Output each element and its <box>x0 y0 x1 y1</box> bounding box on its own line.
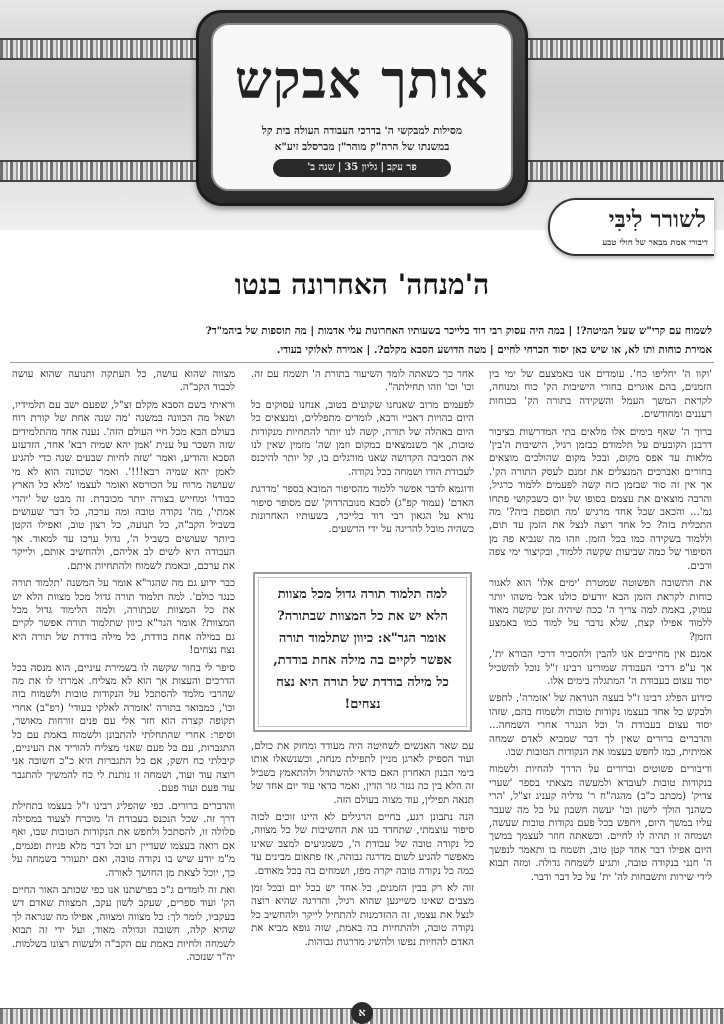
section-subtitle: דיבורי אמת מבאר של חולי טבע <box>602 238 708 248</box>
column-left <box>12 368 235 1006</box>
paragraph: ודוגמא לדבר אפשר ללמוד מהסיפור המובא בספר 'מדרגת האדם' (עמוד קפ"ג) לסבא מנובהרדוק' שם מסופר סיפור נורא על הגאון רבי דוד בלייכר, בשעותיו האחרונות כשהיה מובל להריגה על ידי הרשעים. <box>251 484 474 536</box>
paragraph: ואת זה לומדים ג"כ בפרשתנו אנו כפי שכותב האור החיים הק' ועוד ספרים, שעקב לשון עקב, המצוות שאדם דש בעקביו, לומר לך: כל מצווה ומצווה, אפילו מה שנראה לך שהיא קלה, חשובה וגדולה מאוד, ועל ידי זה תבוא לשמחה ולחיות באמת עם הקב"ה ולעשות רצונו בשלמות. יה"ר שנזכה. <box>12 885 235 964</box>
article-intro <box>12 322 712 360</box>
paragraph: וראיתי בשם הסבא מקלם זצ"ל, שפעם ישב עם תלמידיו, ושאל מה הכוונה במשנה 'מה שנה אחת של קורת רוח בעולם הבא מכל חיי העולם הזה'. נענה אחד מהתלמידים שזה השכר על ענית 'אמן יהא שמיה רבא' אחד, הזדעזע הסבא והודיע, ואמר 'שזה לחיות שבעים שנה כדי להגיע לאמן יהא שמיה רבא!!!'. ואמר שכוונה הוא לא מי שעושה מרוח על הכורסא ואומר לעצמו 'מלא כל הארץ כבודו' ומחייש בצורה יותר מכובדת. זה מבט של 'יהדי אמתי', מה' נקודה טובה ומה ערכה, כל דבר שעושים בשביל הקב"ה, כל תנועה, כל רצון טוב, ואפילו הקטן ביותר שעושים בשביל ה', גדול ערכו עד למאוד. אך העבודה היא לשים לב אליהם, ולהחשיב אותם, ולייקר את ערכם, ובאמת לשמוח ולהתחיות איתם. <box>12 399 235 572</box>
paragraph: ברוך ה' שאף בימים אלו מלאים בתי המדרשות בציבור דרבנן הקובעים על תלמודם כבזמן רגיל, הישיבות ה'בין' מלאות עד אפס מקום, ובכל מקום שהולכים מוצאים בחורים ואברכים המנצלים את זמנם לעסק התורה הק'. אך אין זה סוד שבזמן כזה קשה לפעמים ללמוד כרגיל, והרבה מוצאים את עצמם בסופו של יום כשבקושי פתחו גמ'... והכאב שכל אחד מרגיש 'מה תוספת ביה?' מה התכלית בזה? כל אחד רוצה לנצל את הזמן עד תום, וללמוד בשקידה כמו בכל הזמן. וזהו מה שנביא פה מן הסיפור של כמה שביעות שקשה ללמוד, ובקיצור ימי צפה ורבים. <box>489 426 712 572</box>
pull-quote: למה תלמוד תורה גדול מכל מצוות הלא יש את כל המצוות שבתורה? אומר הגר"א: כיוון שתלמוד תורה אפשר לקיים בה מילה אחת בודדת, כל מילה בודדת של תורה היא נצח נצחים! <box>273 587 452 712</box>
paragraph: אמנם אין מחייבים אנו להבין ולהסביר דרכי הבורא ית', אך ע"פ דרכי העבודה שמורינו רבינו ז"ל נוכל להשכיל יסוד עצום בעבודת ה' המתגלה בימים אלו. <box>489 649 712 687</box>
masthead <box>196 10 528 206</box>
paragraph: ודיבורים פשוטים וברורים על הדרך להחיות ולשמוח בנקודות טובות לעובדא ולמעשה מצאתי בספר 'שערי צדיק' (מכתב כ"ב) מהגה"ח ר' גדליה קעניג זצ"ל, 'הרי כשהנך הולך לישון וכו' יעשה חשבון על כל מה שעבר עליו במשך היום, ויחפש בכל פעם נקודות טובות שעשה, ושמחה זו תהיה לו לחיים. וכשאתה חוזר לעצמך במשך היום אפילו דבר אחד קטן טוב, תשמח בו ותאמר לנפשך ה' חנני בנקודה טובה, ותגיע לשמחה גדולה. ומזה תבוא לידי שירות ותשבחות לה' ית' על כל דבר ודבר. <box>489 764 712 883</box>
publication-title: אותך אבקש <box>234 50 490 111</box>
column-middle-upper <box>251 368 474 566</box>
paragraph: 'וקוו ה' יחליפו כח'. עומדים אנו באמצעם של ימי בין הזמנים, בהם אוגרים בחורי הישיבות הק' כוח ומנוחה, לקראת המשך העמל והשקידה בתורה הק' בכוחות רעננים ומחודשים. <box>489 369 712 421</box>
intro-line-2: אמירת כוחות ותו לא, או שיש כאן יסוד הכרחי לחיים | מטה הדושע הסבא מקלם?. | אמירה לאלוקי בעודי. <box>276 344 712 356</box>
issue-number: גליון 35 <box>344 162 378 173</box>
publication-subtitle: מסילות למבקשי ה' בדרכי העבודה העולה בית קל <box>261 125 463 137</box>
paragraph: את התשובה הפשוטה שמטרת 'ימים אלו' הוא לאגור כוחות לקראת הזמן הבא יודעים כולנו אבל משהו יותר עמוק, באמת למה צריך ה' ככה שיהיה זמן שקשה מאוד ללמוד אפילו קצת, שלא נדבר על למוד כמו באמצע הזמן? <box>489 578 712 643</box>
pull-quote-box <box>253 572 472 732</box>
paragraph: הנה נתבונן רגע, בחיים הרגילים לא היינו זוכים לכזה סיפור עוצמתי, שתחדד בנו את החשיבות של כל מצווה, כל נקודה טובה של עבודת ה', כשמגיעים למצב שאינו מאפשר להגיע לשום מדרגה גבוהה, אז פתאום מבינים עד כמה כל נקודה טובה יקרה מפז, ושמחים בה בכל מאודם. <box>251 812 474 877</box>
article-headline: ה'מנחה' האחרונה בנטו <box>234 268 490 301</box>
issue-info: פר עקב|גליון 35|שנה ב' <box>273 159 451 177</box>
paragraph: זוה לא רק בבין הזמנים, כל אחד יש בכל יום ובכל זמן מצבים שאינו כשייגען שהוא רגיל, והדרגה שהיא רוצה לנצל את עצמו, זה ההזדמנות להתחיל לייקר ולהחשיב כל נקודה טובה, ולהתחיות בה באמת, שזה גופא מביא את האדם להחיות נפשו ולהשיג מדרגות גבוהות. <box>251 883 474 948</box>
paragraph: עם שאר האנשים לשחיטה היה מעודד ומחזק את כולם, ועוד הספיק לארגן מניין לתפילת מנחה, וכשנשאלו אותו בימי הבנון האחרון האם כדאי להשתדל ולהתאמץ בשביל זה הלא בין כה נגזר גזר הדין, ואמר כדאי עוד יום אחד של תנאה תפילין, עוד מצוה בעולם הזה. <box>251 741 474 806</box>
intro-divider <box>10 362 714 363</box>
column-middle-lower <box>251 740 474 1002</box>
paragraph: והדברים ברורים. כפי שהפליג רבינו ז"ל בעצמו בתחילת דרך זה. שכל הנכנס בעבודת ה' מוכרח לצעוד במסילה סלולה זו, להסתכל ולחפש את הנקודות הטובות שבו, ואף אם רואה בעצמו שעדיין רע וכל דבר מלא פניות ופגמים, מ"מ יודע שיש בו נקודה טובה, ואם יתעורר בשמחה על כך, יוכל לצאת מן החושך לאורה. <box>12 800 235 879</box>
column-middle <box>251 368 474 1006</box>
paragraph: כבר ידוע גם מה שהגר"א אומר על המשנה 'תלמוד תורה כנגד כולם'. למה תלמוד תורה גדול מכל מצוות הלא יש את כל המצוות שבתורה, ולמה הלימוד גדול מכל המצוות? אומר הגר"א כיוון שתלמוד תורה אפשר לקיים גם במילה אחת בודדת, כל מילה בודדת של תורה היא נצח נצחים! <box>12 578 235 657</box>
column-right <box>489 368 712 1006</box>
intro-line-1: לשמוח עם קרי"ש שעל המיטה?! | במה היה עסוק רבי דוד בלייכר בשעותיו האחרונות עלי אדמות | מה תוספות של ביהמ"ד? <box>205 325 712 337</box>
paragraph: מצווה שהוא עושה, כל העתקה ותנועה שהוא עושה לכבוד הקב"ה. <box>12 369 235 394</box>
parsha-label: פר עקב <box>387 162 417 173</box>
paragraph: סיפר לי בחור שקשה לו בשמירת עיניים, הוא מנסה בכל הדרכים והעצות אך הוא לא מצליח. אמרתי לו את מה שהרבי מלמד להסתכל על הנקודות טובות ולשמוח בזה וכו', כמבואר בתורה 'אזמרה לאלקי בעודי' (רפ"ב) אחרי תקופה קצרה הוא חזר אלי עם פנים זורחות מאושר, וסיפר: אחרי שהתחלתי להתבונן ולשמוח באמת עם כל התגברות, עם כל פעם שאני מצליח להוריד את העיניים, קיבלתי כח חשק, אם כל התגברות היא כ"כ חשובה אני רוצה עוד ועוד, ושמחה זו נותנת לי כח להמשיך להתגבר עוד פעם ועוד פעם. <box>12 662 235 795</box>
masthead-frame <box>211 23 513 191</box>
paragraph: אחר כך כשאתה לומד השיעור בתורת ה' תשמח עם זה. וכו' וכו' וזהו תחילתה". <box>251 369 474 394</box>
section-badge <box>548 198 714 256</box>
paragraph: לפעמים מרוב שאנחנו שקועים בטוב, אנחנו עסוקים כל היום בהויות דאביי ורבא, לומדים מתפללים, ומנצאים כל היום באהלה של תורה, קשה לנו יותר להתחיות מנקודות טובות, אך כשנמצאים במקום וזמן שה' מזמין שאין לנו את הסביבה הקדושה שאנו מורגלים בו, קל יותר להיכנס לעבודת הודו ושמחה בכל נקודה. <box>251 399 474 478</box>
page-number: א <box>351 1002 373 1024</box>
section-title: לשורר לִיבִּי <box>608 206 706 233</box>
year-label: שנה ב' <box>307 162 335 173</box>
publication-subtitle-2: במשנתו של הרה"ק מוהר"ן מברסלב זיע"א <box>274 141 450 153</box>
paragraph: כידוע הפליג רבינו ז"ל בעצה הנוראה של 'אזמרה', לחפש ולבקש כל אחד בעצמו נקודות טובות ולשמוח בהם, שזהו יסוד עצום בעבודת ה' וכל הנגרר אחרי השמחה... והדברים ברורים שאין לך דבר שמביא לאדם שמחה אמיתית, כמו לחפש בעצמו את הנקודות הטובות שבו. <box>489 693 712 758</box>
